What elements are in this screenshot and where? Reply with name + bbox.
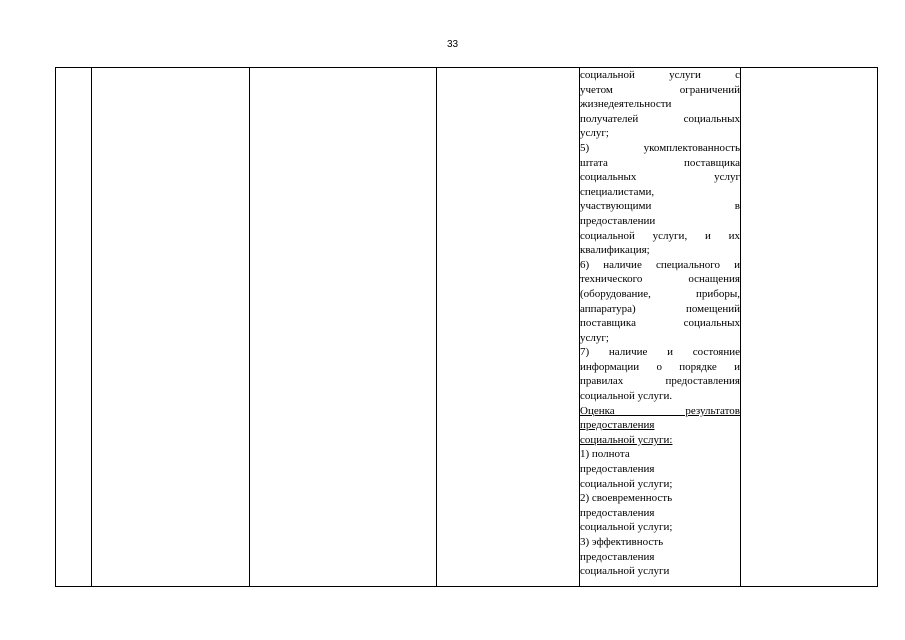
text-line: аппаратура) помещений: [580, 302, 740, 315]
text-line: услуг;: [580, 127, 609, 140]
table-row: [56, 68, 878, 587]
text-line: 6) наличие специального и: [580, 258, 740, 271]
text-line: квалификация;: [580, 244, 650, 257]
text-line: социальной услуги.: [580, 390, 673, 403]
text-line: информации о порядке и: [580, 360, 740, 373]
text-line: предоставления: [580, 419, 655, 432]
text-line: 7) наличие и состояние: [580, 346, 740, 359]
text-line: получателей социальных: [580, 112, 740, 125]
text-line: социальной услуги: [580, 565, 670, 578]
text-line: социальных услуг: [580, 171, 740, 184]
text-line: услуг;: [580, 331, 609, 344]
page-number: 33: [446, 39, 459, 50]
text-line: специалистами,: [580, 185, 655, 198]
text-line: предоставления: [580, 506, 655, 519]
quality-indicators-text: [580, 68, 740, 579]
text-line: 5) укомплектованность: [580, 141, 740, 154]
text-line: предоставлении: [580, 214, 656, 227]
table-cell-number: [56, 68, 92, 587]
text-line: 1) полнота: [580, 448, 630, 461]
text-line: технического оснащения: [580, 273, 740, 286]
text-line: предоставления: [580, 463, 655, 476]
table-cell-notes: [741, 68, 878, 587]
text-line: предоставления: [580, 550, 655, 563]
text-line: жизнедеятельности: [580, 98, 672, 111]
table-cell-service-terms: [437, 68, 580, 587]
text-line: (оборудование, приборы,: [580, 287, 740, 300]
text-line: 3) эффективность: [580, 536, 664, 548]
text-line: штата поставщика: [580, 156, 740, 169]
text-line: 2) своевременность: [580, 492, 673, 505]
text-line: поставщика социальных: [580, 317, 740, 330]
text-line: участвующими в: [580, 200, 740, 213]
text-line: социальной услуги, и их: [580, 229, 740, 242]
text-line: Оценка результатов: [580, 404, 740, 417]
table-cell-service-name: [92, 68, 250, 587]
text-line: социальной услуги с: [580, 69, 740, 81]
text-line: социальной услуги;: [580, 521, 673, 534]
text-line: правилах предоставления: [580, 375, 740, 388]
text-line: социальной услуги;: [580, 477, 673, 490]
text-line: социальной услуги:: [580, 433, 673, 446]
table-cell-service-description: [250, 68, 437, 587]
text-line: учетом ограничений: [580, 83, 740, 96]
standards-table: [55, 67, 878, 587]
table-cell-quality-indicators: [580, 68, 741, 587]
